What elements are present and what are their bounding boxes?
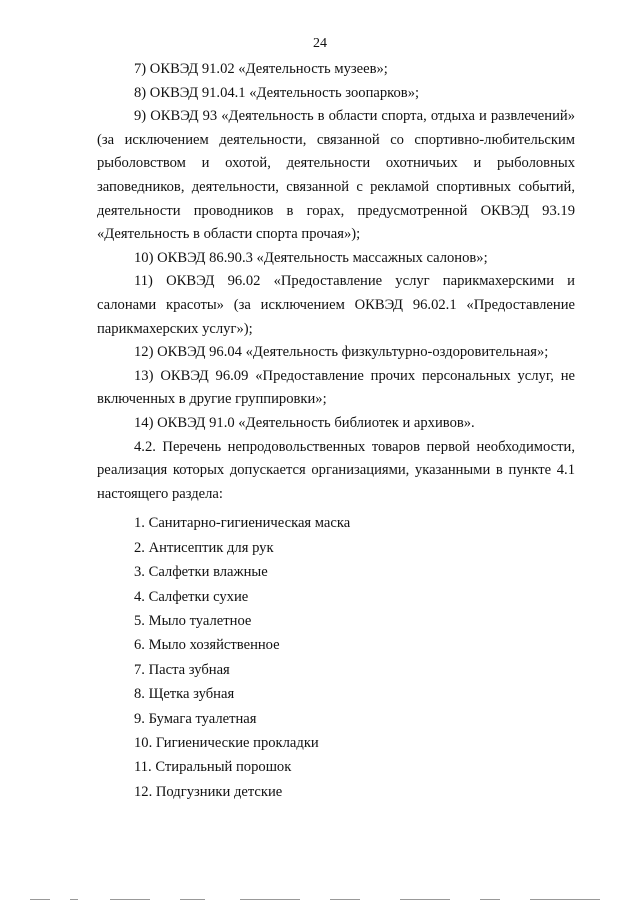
page-number: 24 xyxy=(313,36,327,51)
paragraph-item-12: 12) ОКВЭД 96.04 «Деятельность физкультурно-оздоровительная»; xyxy=(134,344,549,361)
paragraph-item-14: 14) ОКВЭД 91.0 «Деятельность библиотек и архивов». xyxy=(134,414,475,431)
list-item: 9. Бумага туалетная xyxy=(134,710,257,727)
section-4-2-paragraph: 4.2. Перечень непродовольственных товаров первой необходимости, реализация которых допускается организациями, указанными в пункте 4.1 настоящего раздела: xyxy=(97,438,575,502)
list-item: 10. Гигиенические прокладки xyxy=(134,734,319,751)
paragraph-item-8: 8) ОКВЭД 91.04.1 «Деятельность зоопарков»; xyxy=(134,84,420,101)
paragraph-item-7: 7) ОКВЭД 91.02 «Деятельность музеев»; xyxy=(134,61,388,77)
document-body xyxy=(97,58,575,804)
list-item: 7. Паста зубная xyxy=(134,661,230,678)
list-item: 5. Мыло туалетное xyxy=(134,612,252,629)
paragraph-item-10: 10) ОКВЭД 86.90.3 «Деятельность массажных салонов»; xyxy=(134,249,488,266)
list-item: 4. Салфетки сухие xyxy=(134,588,249,605)
paragraph-item-9: 9) ОКВЭД 93 «Деятельность в области спорта, отдыха и развлечений» (за исключением деятельности, связанной со спортивно-любительским рыболовством и охотой, деятельности охотничьих и рыболовных заповедников, деятельности, связанной с рекламой спортивных событий, деятельности проводников в горах, предусмотренной ОКВЭД 93.19 «Деятельность в области спорта прочая»); xyxy=(97,108,575,243)
scan-edge-artifact xyxy=(0,899,640,901)
goods-list xyxy=(97,511,575,804)
paragraph-item-13: 13) ОКВЭД 96.09 «Предоставление прочих персональных услуг, не включенных в другие группировки»; xyxy=(97,367,575,408)
paragraph-item-11: 11) ОКВЭД 96.02 «Предоставление услуг парикмахерскими и салонами красоты» (за исключением ОКВЭД 96.02.1 «Предоставление парикмахерских услуг»); xyxy=(97,273,575,337)
list-item: 1. Санитарно-гигиеническая маска xyxy=(134,515,351,532)
list-item: 11. Стиральный порошок xyxy=(134,759,292,776)
list-item: 8. Щетка зубная xyxy=(134,686,235,703)
list-item: 2. Антисептик для рук xyxy=(134,539,274,556)
list-item: 12. Подгузники детские xyxy=(134,783,283,800)
list-item: 3. Салфетки влажные xyxy=(134,564,268,581)
list-item: 6. Мыло хозяйственное xyxy=(134,637,280,654)
